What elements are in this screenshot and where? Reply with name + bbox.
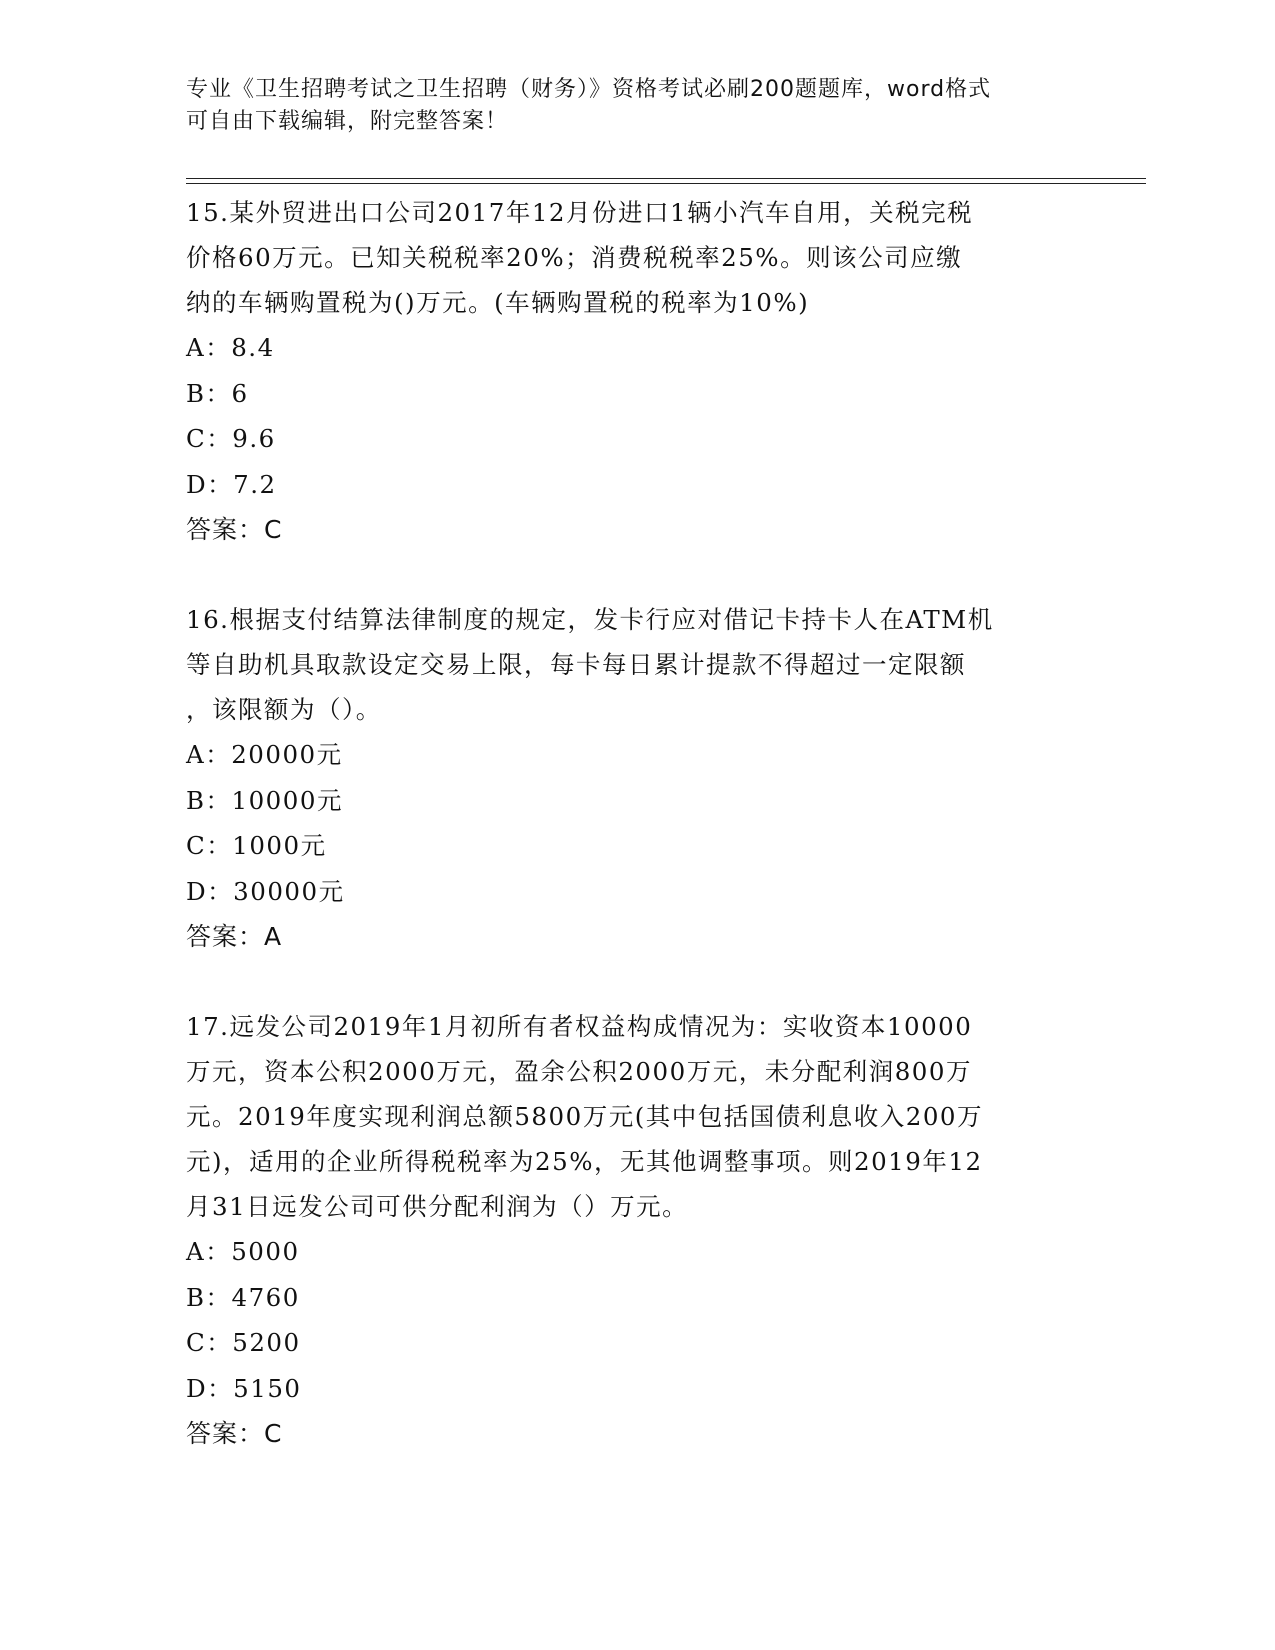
question-stem-line: 17.远发公司2019年1月初所有者权益构成情况为：实收资本10000	[186, 1012, 973, 1041]
question-stem-line: 元)，适用的企业所得税税率为25%，无其他调整事项。则2019年12	[186, 1147, 983, 1176]
option-a: A：5000	[186, 1237, 300, 1266]
option-b: B：6	[186, 378, 249, 408]
option-c: C：1000元	[186, 831, 327, 860]
question-stem-line: 等自助机具取款设定交易上限，每卡每日累计提款不得超过一定限额	[186, 650, 966, 679]
question-stem-line: 15.某外贸进出口公司2017年12月份进口1辆小汽车自用，关税完税	[186, 198, 974, 227]
question-16	[186, 597, 1066, 960]
question-stem-line: 16.根据支付结算法律制度的规定，发卡行应对借记卡持卡人在ATM机	[186, 605, 994, 634]
question-spacer	[186, 553, 1066, 597]
question-stem-line: 万元，资本公积2000万元，盈余公积2000万元，未分配利润800万	[186, 1057, 972, 1086]
answer-line: 答案：C	[186, 1419, 283, 1448]
option-b: B：4760	[186, 1282, 300, 1312]
option-d: D：30000元	[186, 876, 345, 906]
header-divider-bottom	[186, 183, 1146, 184]
question-stem-line: 价格60万元。已知关税税率20%；消费税税率25%。则该公司应缴	[186, 243, 963, 272]
question-spacer	[186, 960, 1066, 1004]
option-d: D：7.2	[186, 469, 277, 499]
option-c: C：9.6	[186, 424, 276, 453]
question-stem-line: ，该限额为（）。	[186, 695, 382, 724]
answer-line: 答案：C	[186, 515, 283, 544]
question-stem-line: 月31日远发公司可供分配利润为（）万元。	[186, 1192, 689, 1221]
header-line-2: 可自由下载编辑，附完整答案！	[186, 109, 509, 134]
document-header	[186, 74, 1066, 138]
question-15	[186, 190, 1066, 553]
option-c: C：5200	[186, 1328, 301, 1357]
option-b: B：10000元	[186, 785, 343, 815]
question-stem-line: 纳的车辆购置税为()万元。(车辆购置税的税率为10%)	[186, 288, 810, 317]
question-list	[186, 190, 1066, 1457]
option-a: A：20000元	[186, 740, 343, 769]
option-d: D：5150	[186, 1373, 302, 1403]
header-line-1: 专业《卫生招聘考试之卫生招聘（财务）》资格考试必刷200题题库，word格式	[186, 77, 992, 102]
header-divider-top	[186, 178, 1146, 179]
question-17	[186, 1004, 1066, 1457]
answer-line: 答案：A	[186, 922, 283, 951]
option-a: A：8.4	[186, 333, 275, 362]
question-stem-line: 元。2019年度实现利润总额5800万元(其中包括国债利息收入200万	[186, 1102, 984, 1131]
